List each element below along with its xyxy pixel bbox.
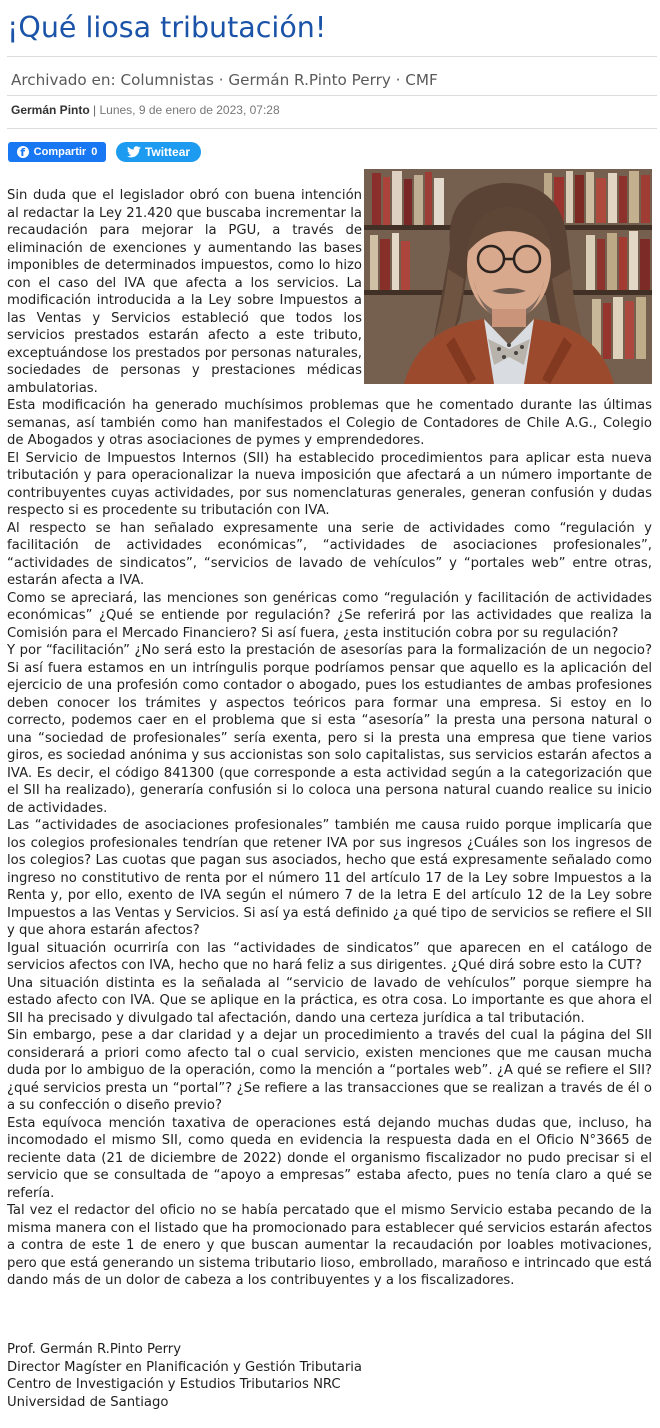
article-paragraph: Las “actividades de asociaciones profesionales” también me causa ruido porque implicaría que los colegios profesionales tendrían que retener IVA por sus ingresos ¿Cuáles son los ingresos de los colegios? Las cuotas que pagan sus asociados, hecho que está expresamente señalado como ingreso no constitutivo de renta por el número 11 del artículo 17 de la Ley sobre Impuestos a la Renta y, por ello, exento de IVA según el número 7 de la letra E del artículo 12 de la Ley sobre Impuestos a las Ventas y Servicios. Si así ya está definido ¿a qué tipo de servicios se refiere el SII y que ahora estarán afectos?: [7, 818, 652, 938]
archive-breadcrumb: Archivado en: Columnistas · Germán R.Pinto Perry · CMF: [11, 71, 438, 89]
signature-name: Prof. Germán R.Pinto Perry: [7, 1342, 181, 1357]
article-paragraph: Al respecto se han señalado expresamente una serie de actividades como “regulación y facilitación de actividades económicas”, “actividades de asociaciones profesionales”, “actividades de sindicatos”, “servicios de lavado de vehículos” y “portales web” entre otras, estarán afecta a IVA.: [7, 520, 652, 588]
article-paragraph: Tal vez el redactor del oficio no se había percatado que el mismo Servicio estaba pecando de la misma manera con el listado que ha promocionado para establecer qué servicios estarán afectos a contra de este 1 de enero y que buscan aumentar la recaudación por loables motivaciones, pero que está generando un sistema tributario lioso, embrollado, marañoso e intrincado que está dando más de un dolor de cabeza a los contribuyentes y a los fiscalizadores.: [7, 1203, 652, 1288]
article-paragraph: Esta modificación ha generado muchísimos problemas que he comentado durante las últimas semanas, así también como han manifestados el Colegio de Contadores de Chile A.G., Colegio de Abogados y otras asociaciones de pymes y emprendedores.: [7, 398, 652, 448]
twitter-share-label: Twittear: [144, 145, 191, 159]
facebook-share-label: Compartir: [33, 146, 87, 158]
article-paragraph: Como se apreciará, las menciones son genéricas como “regulación y facilitación de actividades económicas” ¿Qué se entiende por regulación? ¿Se referirá por las actividades que realiza la Comisión para el Mercado Financiero? Si así fuera, ¿esta institución cobra por su regulación?: [7, 590, 652, 641]
article-paragraph: Y por “facilitación” ¿No será esto la prestación de asesorías para la formalización de un negocio? Si así fuera estamos en un intríngulis porque podríamos pensar que aquello es la aplicación del ejercicio de una profesión como contador o abogado, pues los estudiantes de ambas profesiones deben conocer los trámites y aspectos teóricos para formar una empresa. Si estoy en lo correcto, podemos caer en el problema que si esta “asesoría” la presta una persona natural o una “sociedad de profesionales” sería exenta, pero si la presta una empresa que tiene varios giros, es sociedad anónima y sus accionistas son solo capitalistas, sus servicios estarán afectos a IVA. Es decir, el código 841300 (que corresponde a esta actividad según a la categorización que el SII ha realizado), generaría confusión si lo coloca una persona natural cuando realice su inicio de actividades.: [7, 643, 652, 816]
archive-divider: [7, 95, 657, 96]
article-paragraph: Igual situación ocurriría con las “actividades de sindicatos” que aparecen en el catálogo de servicios afectos con IVA, hecho que no hará feliz a sus dirigentes. ¿Qué dirá sobre esto la CUT?: [7, 940, 652, 973]
author-signature: [7, 1341, 652, 1411]
facebook-share-button[interactable]: [8, 142, 106, 162]
article-title: ¡Qué liosa tributación!: [7, 11, 327, 44]
article-paragraph: Esta equívoca mención taxativa de operaciones está dejando muchas dudas que, incluso, ha incomodado el mismo SII, como queda en evidencia la respuesta dada en el Oficio N°3665 de reciente data (21 de diciembre de 2022) donde el organismo fiscalizador no pudo precisar si el servicio que se consultada de “apoyo a empresas” estaba afecto, pues no tenía claro a qué se refería.: [7, 1115, 652, 1201]
article-paragraph: Sin embargo, pese a dar claridad y a dejar un procedimiento a través del cual la página del SII considerará a priori como afecto tal o cual servicio, existen menciones que me causan mucha duda por lo ambiguo de la operación, como la mención a “portales web”. ¿A qué se refiere el SII? ¿qué servicios presta un “portal”? ¿Se refiere a las transacciones que se realizan a través de él o a su confección o diseño previo?: [7, 1028, 652, 1113]
byline-divider: [7, 128, 657, 129]
twitter-bird-icon: [127, 146, 141, 158]
article-paragraph: Una situación distinta es la señalada al “servicio de lavado de vehículos” porque siempre ha estado afecto con IVA. Que se aplique en la práctica, es otra cosa. Lo importante es que ahora el SII ha precisado y divulgado tal afectación, dando una certeza jurídica a tal tributación.: [7, 975, 652, 1026]
facebook-icon: f: [17, 146, 29, 158]
byline-separator: |: [89, 103, 100, 117]
author-name[interactable]: Germán Pinto: [11, 103, 90, 117]
article-paragraph: Sin duda que el legislador obró con buena intención al redactar la Ley 21.420 que buscaba incrementar la recaudación para mejorar la PGU, a través de eliminación de exenciones y aumentando las bases imponibles de determinados impuestos, como lo hizo con el caso del IVA que afecta a los servicios. La modificación introducida a la Ley sobre Impuestos a las Ventas y Servicios estableció que todos los servicios prestados estarán afecto a este tributo, exceptuándose los prestados por personas naturales, sociedades de personas y prestaciones médicas ambulatorias.: [7, 188, 362, 396]
signature-center: Centro de Investigación y Estudios Tributarios NRC: [7, 1377, 341, 1392]
signature-role: Director Magíster en Planificación y Gestión Tributaria: [7, 1359, 362, 1375]
article-body: [7, 187, 652, 1290]
byline: [11, 102, 280, 118]
signature-university: Universidad de Santiago: [7, 1394, 169, 1410]
article-paragraph: El Servicio de Impuestos Internos (SII) ha establecido procedimientos para aplicar esta nueva tributación y para operacionalizar la nueva imposición que afectará a un número importante de contribuyentes cuyas actividades, por sus nomenclaturas generales, generan confusión y dudas respecto si es procedente su tributación con IVA.: [7, 450, 652, 518]
facebook-share-count: 0: [91, 146, 98, 158]
twitter-share-button[interactable]: [116, 142, 201, 162]
title-divider: [7, 56, 657, 57]
photo-spacer: [362, 187, 652, 386]
publish-date: Lunes, 9 de enero de 2023, 07:28: [99, 103, 280, 117]
